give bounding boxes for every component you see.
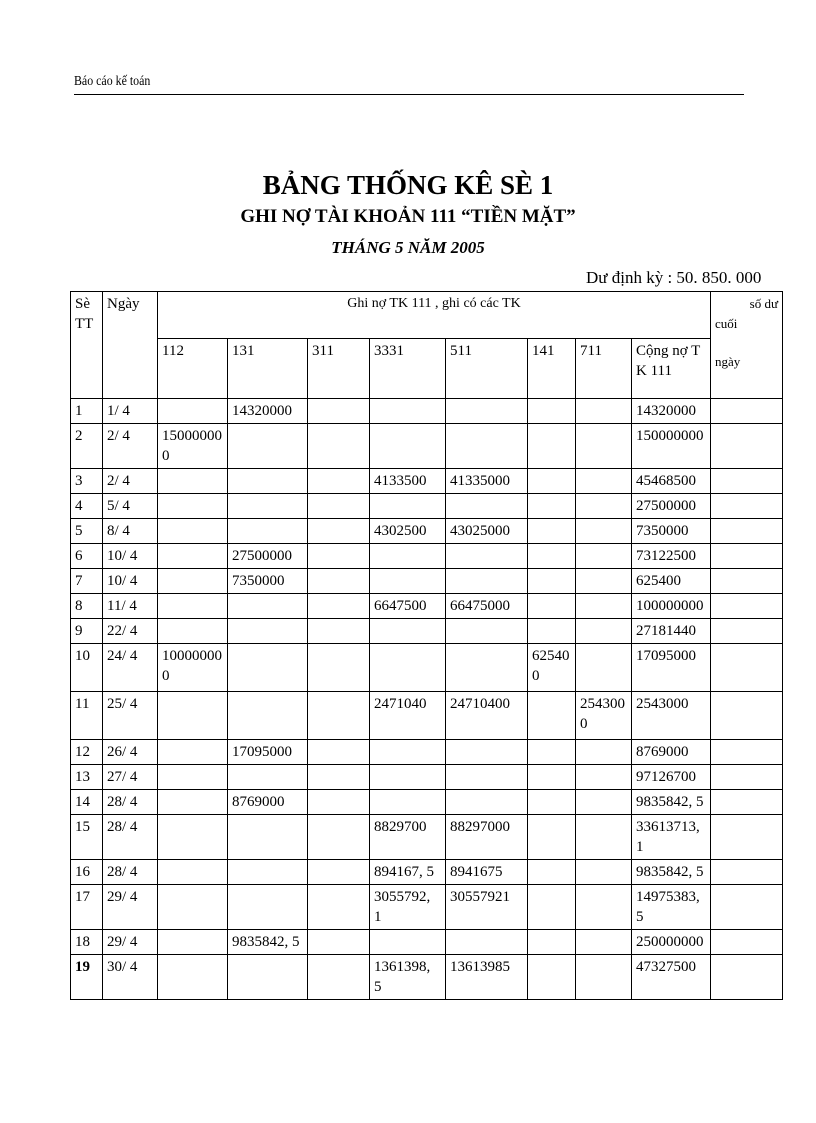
- table-row: [71, 885, 783, 930]
- table-cell: 27500000: [228, 544, 308, 569]
- table-cell: 9835842, 5: [632, 790, 711, 815]
- opening-balance: Dư định kỳ : 50. 850. 000: [586, 268, 762, 287]
- table-cell: [528, 494, 576, 519]
- col-header-date: Ngày: [103, 292, 158, 399]
- table-row: [71, 790, 783, 815]
- table-cell: [528, 399, 576, 424]
- table-cell: [228, 594, 308, 619]
- table-cell: [446, 644, 528, 692]
- table-cell: [528, 860, 576, 885]
- table-cell: [228, 765, 308, 790]
- table-cell: [576, 544, 632, 569]
- table-cell: [158, 519, 228, 544]
- table-cell: [158, 569, 228, 594]
- table-row: [71, 644, 783, 692]
- table-cell: 6: [71, 544, 103, 569]
- table-cell: 7350000: [632, 519, 711, 544]
- table-cell: 17095000: [632, 644, 711, 692]
- table-cell: [308, 594, 370, 619]
- table-row: [71, 494, 783, 519]
- table-cell: [576, 765, 632, 790]
- table-cell: [158, 885, 228, 930]
- table-cell: [528, 469, 576, 494]
- table-cell: [228, 860, 308, 885]
- table-cell: [576, 594, 632, 619]
- table-cell: 28/ 4: [103, 790, 158, 815]
- table-cell: 2: [71, 424, 103, 469]
- table-cell: [158, 494, 228, 519]
- table-cell: [228, 619, 308, 644]
- table-cell: [158, 790, 228, 815]
- table-cell: [370, 765, 446, 790]
- table-cell: 2543000: [576, 692, 632, 740]
- table-cell: [711, 619, 783, 644]
- table-cell: [528, 594, 576, 619]
- table-cell: 5: [71, 519, 103, 544]
- col-header-group: Ghi nợ TK 111 , ghi có các TK: [158, 292, 711, 339]
- table-cell: 19: [71, 955, 103, 1000]
- table-row: [71, 544, 783, 569]
- table-cell: 8/ 4: [103, 519, 158, 544]
- table-row: [71, 860, 783, 885]
- table-cell: [158, 619, 228, 644]
- table-cell: [308, 569, 370, 594]
- account-total: Cộng nợ TK 111: [632, 339, 711, 399]
- table-cell: 45468500: [632, 469, 711, 494]
- table-cell: [528, 692, 576, 740]
- table-cell: 9835842, 5: [228, 930, 308, 955]
- table-cell: 100000000: [158, 644, 228, 692]
- table-cell: 43025000: [446, 519, 528, 544]
- table-cell: 27500000: [632, 494, 711, 519]
- table-cell: 8: [71, 594, 103, 619]
- table-cell: [711, 815, 783, 860]
- table-cell: [711, 594, 783, 619]
- table-cell: [446, 765, 528, 790]
- table-cell: 150000000: [632, 424, 711, 469]
- table-cell: 25/ 4: [103, 692, 158, 740]
- table-cell: 8941675: [446, 860, 528, 885]
- table-cell: [158, 955, 228, 1000]
- table-cell: [446, 740, 528, 765]
- table-cell: 28/ 4: [103, 815, 158, 860]
- table-cell: [528, 424, 576, 469]
- table-cell: 250000000: [632, 930, 711, 955]
- table-cell: 3: [71, 469, 103, 494]
- table-cell: [446, 424, 528, 469]
- account-131: 131: [228, 339, 308, 399]
- table-cell: [576, 790, 632, 815]
- table-cell: 5/ 4: [103, 494, 158, 519]
- table-cell: 47327500: [632, 955, 711, 1000]
- table-cell: 27181440: [632, 619, 711, 644]
- table-cell: [711, 469, 783, 494]
- table-cell: 625400: [632, 569, 711, 594]
- document-title: BẢNG THỐNG KÊ SÈ 1: [262, 170, 554, 200]
- table-cell: 24/ 4: [103, 644, 158, 692]
- table-cell: 10/ 4: [103, 544, 158, 569]
- table-cell: [711, 860, 783, 885]
- table-cell: 2/ 4: [103, 424, 158, 469]
- table-cell: [228, 424, 308, 469]
- table-cell: 11: [71, 692, 103, 740]
- table-cell: 8769000: [228, 790, 308, 815]
- table-cell: [370, 790, 446, 815]
- table-cell: 8829700: [370, 815, 446, 860]
- table-cell: [528, 765, 576, 790]
- table-cell: [158, 594, 228, 619]
- table-cell: [576, 619, 632, 644]
- table-cell: 97126700: [632, 765, 711, 790]
- table-cell: 14975383, 5: [632, 885, 711, 930]
- table-cell: [446, 399, 528, 424]
- account-112: 112: [158, 339, 228, 399]
- table-row: [71, 765, 783, 790]
- table-cell: 41335000: [446, 469, 528, 494]
- table-cell: [576, 569, 632, 594]
- table-cell: 150000000: [158, 424, 228, 469]
- table-cell: [711, 519, 783, 544]
- table-cell: [308, 765, 370, 790]
- table-row: [71, 594, 783, 619]
- table-cell: [308, 860, 370, 885]
- table-cell: [308, 790, 370, 815]
- table-cell: [528, 519, 576, 544]
- table-cell: 14: [71, 790, 103, 815]
- table-row: [71, 519, 783, 544]
- table-cell: 9835842, 5: [632, 860, 711, 885]
- table-cell: [158, 815, 228, 860]
- table-cell: [308, 494, 370, 519]
- table-cell: [528, 955, 576, 1000]
- table-cell: 7350000: [228, 569, 308, 594]
- table-cell: [308, 469, 370, 494]
- table-cell: [446, 619, 528, 644]
- table-cell: 2543000: [632, 692, 711, 740]
- table-cell: [228, 815, 308, 860]
- end-balance-line-1: số dư: [749, 296, 778, 311]
- table-cell: 625400: [528, 644, 576, 692]
- table-cell: [158, 740, 228, 765]
- table-cell: [576, 494, 632, 519]
- table-cell: [158, 765, 228, 790]
- table-cell: 2/ 4: [103, 469, 158, 494]
- table-cell: 4: [71, 494, 103, 519]
- table-cell: 2471040: [370, 692, 446, 740]
- table-cell: [528, 815, 576, 860]
- table-cell: 14320000: [632, 399, 711, 424]
- table-cell: 18: [71, 930, 103, 955]
- header-label: Báo cáo kế toán: [74, 74, 151, 89]
- table-cell: [370, 399, 446, 424]
- table-cell: 12: [71, 740, 103, 765]
- account-141: 141: [528, 339, 576, 399]
- table-cell: [711, 930, 783, 955]
- table-cell: [158, 692, 228, 740]
- table-cell: [446, 544, 528, 569]
- table-cell: 16: [71, 860, 103, 885]
- table-cell: [308, 619, 370, 644]
- table-row: [71, 740, 783, 765]
- table-cell: 1: [71, 399, 103, 424]
- account-311: 311: [308, 339, 370, 399]
- header-row-2: [71, 339, 783, 399]
- ledger-table: [70, 291, 783, 1000]
- table-cell: [308, 644, 370, 692]
- table-row: [71, 399, 783, 424]
- table-cell: [370, 424, 446, 469]
- table-cell: [158, 469, 228, 494]
- table-cell: 894167, 5: [370, 860, 446, 885]
- table-cell: 24710400: [446, 692, 528, 740]
- table-cell: 15: [71, 815, 103, 860]
- table-cell: [228, 494, 308, 519]
- table-cell: [228, 955, 308, 1000]
- table-cell: 29/ 4: [103, 885, 158, 930]
- account-3331: 3331: [370, 339, 446, 399]
- table-cell: 6647500: [370, 594, 446, 619]
- table-cell: 28/ 4: [103, 860, 158, 885]
- table-cell: [228, 692, 308, 740]
- table-cell: [370, 644, 446, 692]
- table-cell: [308, 955, 370, 1000]
- page-header: [74, 72, 744, 95]
- table-cell: [158, 544, 228, 569]
- table-cell: [576, 885, 632, 930]
- table-cell: [528, 569, 576, 594]
- table-cell: 29/ 4: [103, 930, 158, 955]
- table-cell: [528, 885, 576, 930]
- table-cell: [528, 740, 576, 765]
- table-row: [71, 619, 783, 644]
- table-cell: 27/ 4: [103, 765, 158, 790]
- account-511: 511: [446, 339, 528, 399]
- table-cell: [308, 399, 370, 424]
- table-cell: [711, 424, 783, 469]
- table-cell: [711, 399, 783, 424]
- table-cell: [308, 424, 370, 469]
- table-row: [71, 569, 783, 594]
- table-cell: [228, 469, 308, 494]
- table-cell: 9: [71, 619, 103, 644]
- end-balance-line-3: ngày: [715, 354, 741, 369]
- table-cell: [528, 544, 576, 569]
- table-cell: [711, 740, 783, 765]
- table-cell: 4133500: [370, 469, 446, 494]
- end-balance-line-2: cuối: [715, 316, 738, 331]
- table-cell: 10: [71, 644, 103, 692]
- table-cell: [370, 930, 446, 955]
- table-cell: 10/ 4: [103, 569, 158, 594]
- table-cell: [711, 765, 783, 790]
- table-cell: [158, 860, 228, 885]
- table-cell: [446, 494, 528, 519]
- table-cell: [576, 860, 632, 885]
- table-cell: [576, 519, 632, 544]
- col-header-stt: Sè TT: [71, 292, 103, 399]
- table-cell: [228, 519, 308, 544]
- table-cell: 1361398, 5: [370, 955, 446, 1000]
- table-cell: [228, 885, 308, 930]
- document-period: THÁNG 5 NĂM 2005: [331, 238, 485, 257]
- table-cell: [528, 619, 576, 644]
- table-cell: [576, 955, 632, 1000]
- table-cell: [711, 955, 783, 1000]
- table-cell: [370, 494, 446, 519]
- table-cell: 3055792, 1: [370, 885, 446, 930]
- table-cell: [308, 692, 370, 740]
- table-cell: [308, 930, 370, 955]
- table-cell: [711, 692, 783, 740]
- account-711: 711: [576, 339, 632, 399]
- table-cell: 13: [71, 765, 103, 790]
- table-cell: [576, 469, 632, 494]
- table-cell: [711, 885, 783, 930]
- table-cell: [308, 740, 370, 765]
- table-cell: [711, 544, 783, 569]
- table-cell: [528, 930, 576, 955]
- table-row: [71, 692, 783, 740]
- table-cell: [528, 790, 576, 815]
- table-cell: 13613985: [446, 955, 528, 1000]
- table-cell: [158, 930, 228, 955]
- table-cell: 30/ 4: [103, 955, 158, 1000]
- table-cell: [576, 815, 632, 860]
- table-row: [71, 424, 783, 469]
- table-cell: 73122500: [632, 544, 711, 569]
- table-cell: [576, 930, 632, 955]
- table-row: [71, 930, 783, 955]
- table-cell: 26/ 4: [103, 740, 158, 765]
- table-cell: [446, 930, 528, 955]
- table-cell: [158, 399, 228, 424]
- table-cell: [711, 644, 783, 692]
- table-cell: 11/ 4: [103, 594, 158, 619]
- table-cell: 8769000: [632, 740, 711, 765]
- table-cell: [370, 740, 446, 765]
- table-cell: [308, 885, 370, 930]
- table-cell: [446, 790, 528, 815]
- table-cell: 100000000: [632, 594, 711, 619]
- table-cell: 66475000: [446, 594, 528, 619]
- table-cell: 1/ 4: [103, 399, 158, 424]
- table-row: [71, 469, 783, 494]
- col-header-end-balance: [711, 292, 783, 399]
- table-cell: [711, 494, 783, 519]
- table-cell: [576, 424, 632, 469]
- table-cell: [576, 399, 632, 424]
- table-cell: [446, 569, 528, 594]
- table-cell: [370, 569, 446, 594]
- header-row-1: [71, 292, 783, 339]
- table-cell: [228, 644, 308, 692]
- table-cell: [308, 815, 370, 860]
- table-cell: 14320000: [228, 399, 308, 424]
- table-cell: [370, 544, 446, 569]
- table-cell: [308, 519, 370, 544]
- table-row: [71, 815, 783, 860]
- table-cell: 30557921: [446, 885, 528, 930]
- table-cell: 33613713, 1: [632, 815, 711, 860]
- table-cell: [370, 619, 446, 644]
- table-cell: 17095000: [228, 740, 308, 765]
- table-cell: 4302500: [370, 519, 446, 544]
- table-cell: 17: [71, 885, 103, 930]
- table-cell: [711, 569, 783, 594]
- table-cell: [711, 790, 783, 815]
- table-cell: [576, 644, 632, 692]
- table-cell: 22/ 4: [103, 619, 158, 644]
- document-subtitle: GHI NỢ TÀI KHOẢN 111 “TIỀN MẶT”: [240, 206, 576, 227]
- table-cell: [576, 740, 632, 765]
- table-row: [71, 955, 783, 1000]
- table-cell: 88297000: [446, 815, 528, 860]
- table-cell: 7: [71, 569, 103, 594]
- table-cell: [308, 544, 370, 569]
